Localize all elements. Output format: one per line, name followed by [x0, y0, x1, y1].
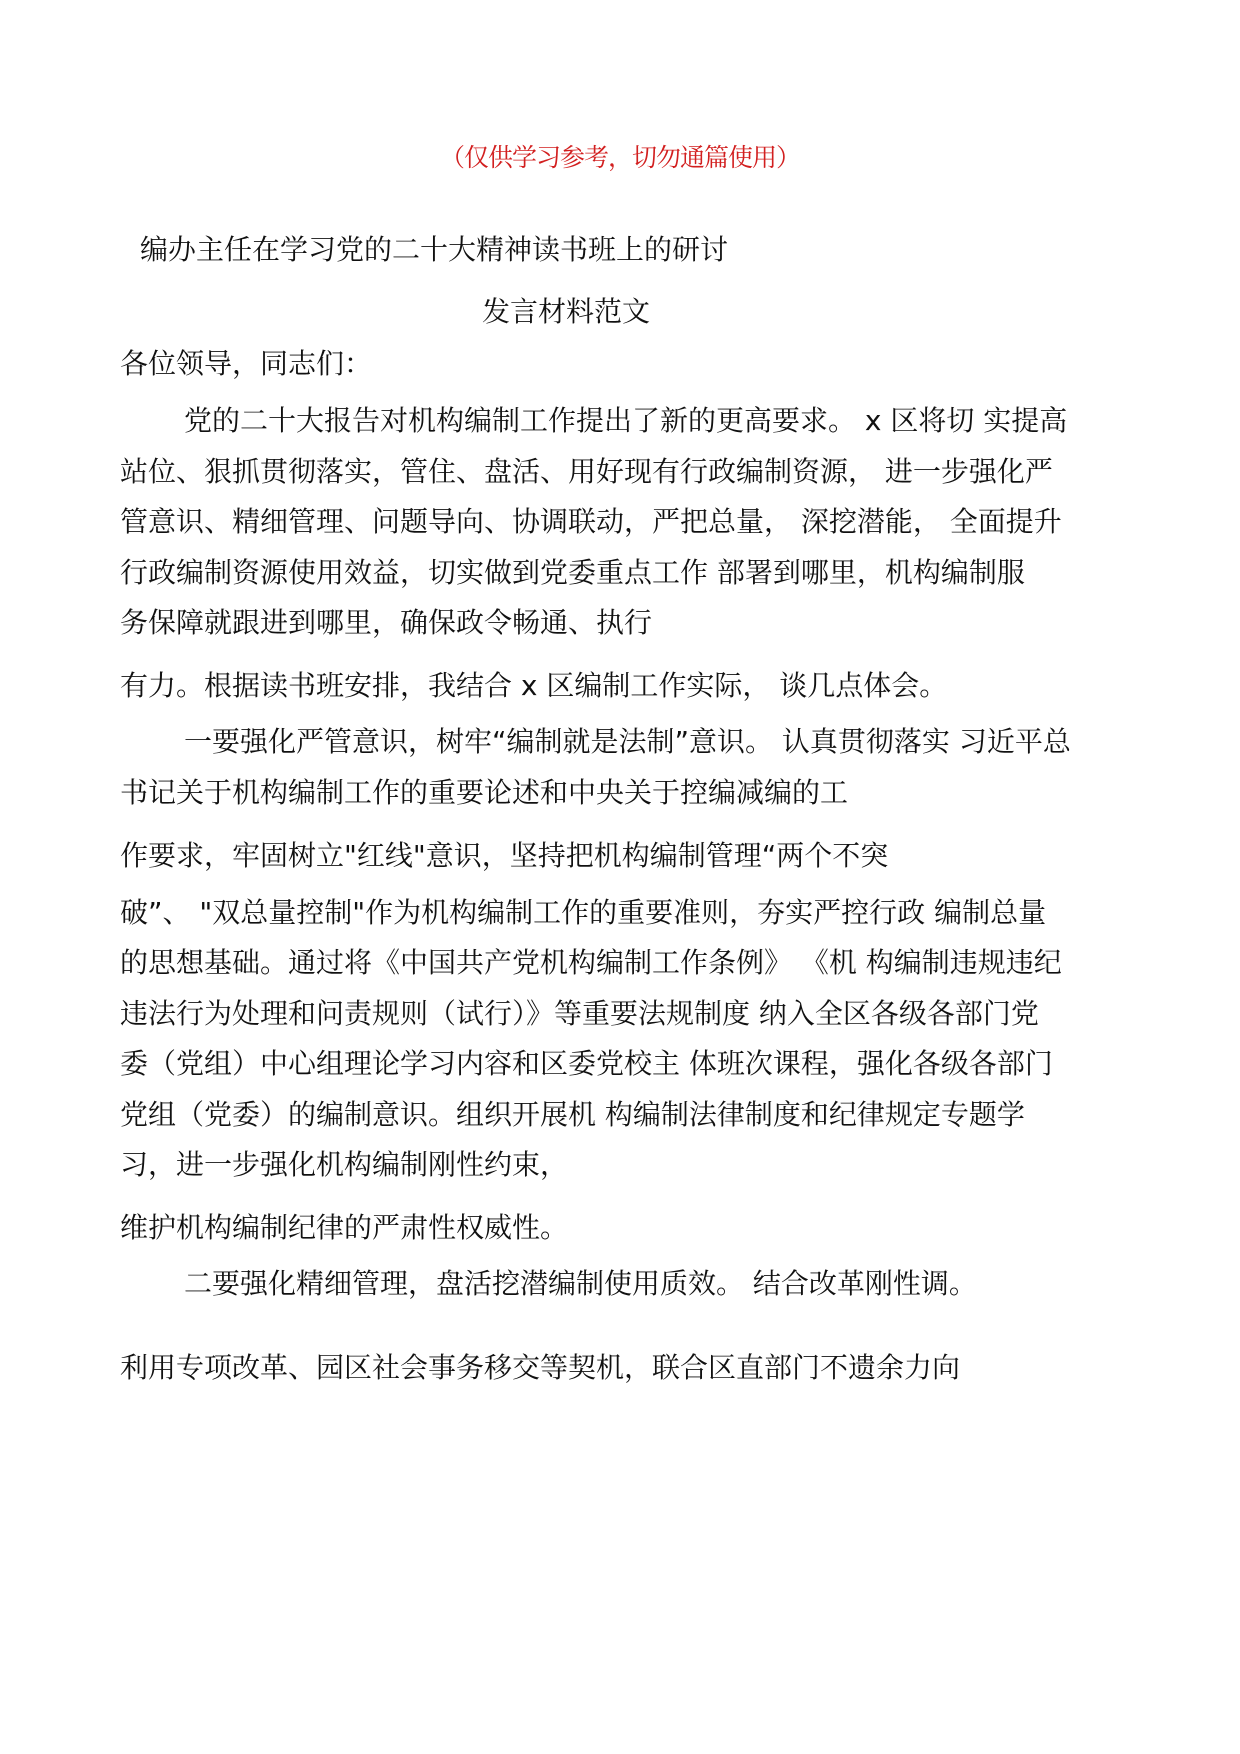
body-line: 违法行为处理和问责规则（试行）》等重要法规制度 纳入全区各级各部门党 [120, 997, 1039, 1030]
body-line: 行政编制资源使用效益，切实做到党委重点工作 部署到哪里，机构编制服 [120, 556, 1025, 589]
document-title-line-1: 编办主任在学习党的二十大精神读书班上的研讨 [140, 233, 729, 266]
body-line: 党的二十大报告对机构编制工作提出了新的更高要求。 x 区将切 实提高 [184, 404, 1068, 437]
body-line: 作要求，牢固树立"红线"意识，坚持把机构编制管理“两个不突 [120, 839, 889, 872]
body-line: 破”、 "双总量控制"作为机构编制工作的重要准则，夯实严控行政 编制总量 [120, 896, 1047, 929]
body-line: 党组（党委）的编制意识。组织开展机 构编制法律制度和纪律规定专题学 [120, 1098, 1025, 1131]
body-line: 管意识、精细管理、问题导向、协调联动，严把总量， 深挖潜能， 全面提升 [120, 505, 1062, 538]
body-line: 维护机构编制纪律的严肃性权威性。 [120, 1211, 569, 1244]
body-line: 有力。根据读书班安排，我结合 x 区编制工作实际， 谈几点体会。 [120, 669, 948, 702]
body-line: 书记关于机构编制工作的重要论述和中央关于控编减编的工 [120, 776, 849, 809]
body-line: 一要强化严管意识，树牢“编制就是法制”意识。 认真贯彻落实 习近平总 [184, 725, 1071, 758]
salutation: 各位领导，同志们： [120, 347, 373, 380]
body-line: 利用专项改革、园区社会事务移交等契机，联合区直部门不遗余力向 [120, 1351, 961, 1384]
body-line: 委（党组）中心组理论学习内容和区委党校主 体班次课程，强化各级各部门 [120, 1047, 1053, 1080]
usage-notice: （仅供学习参考，切勿通篇使用） [439, 143, 800, 172]
body-line: 务保障就跟进到哪里，确保政令畅通、执行 [120, 606, 653, 639]
document-title-line-2: 发言材料范文 [482, 295, 651, 328]
body-line: 的思想基础。通过将《中国共产党机构编制工作条例》 《机 构编制违规违纪 [120, 946, 1062, 979]
body-line: 习，进一步强化机构编制刚性约束， [120, 1148, 569, 1181]
body-line: 二要强化精细管理，盘活挖潜编制使用质效。 结合改革刚性调。 [184, 1267, 977, 1300]
body-line: 站位、狠抓贯彻落实，管住、盘活、用好现有行政编制资源， 进一步强化严 [120, 455, 1053, 488]
